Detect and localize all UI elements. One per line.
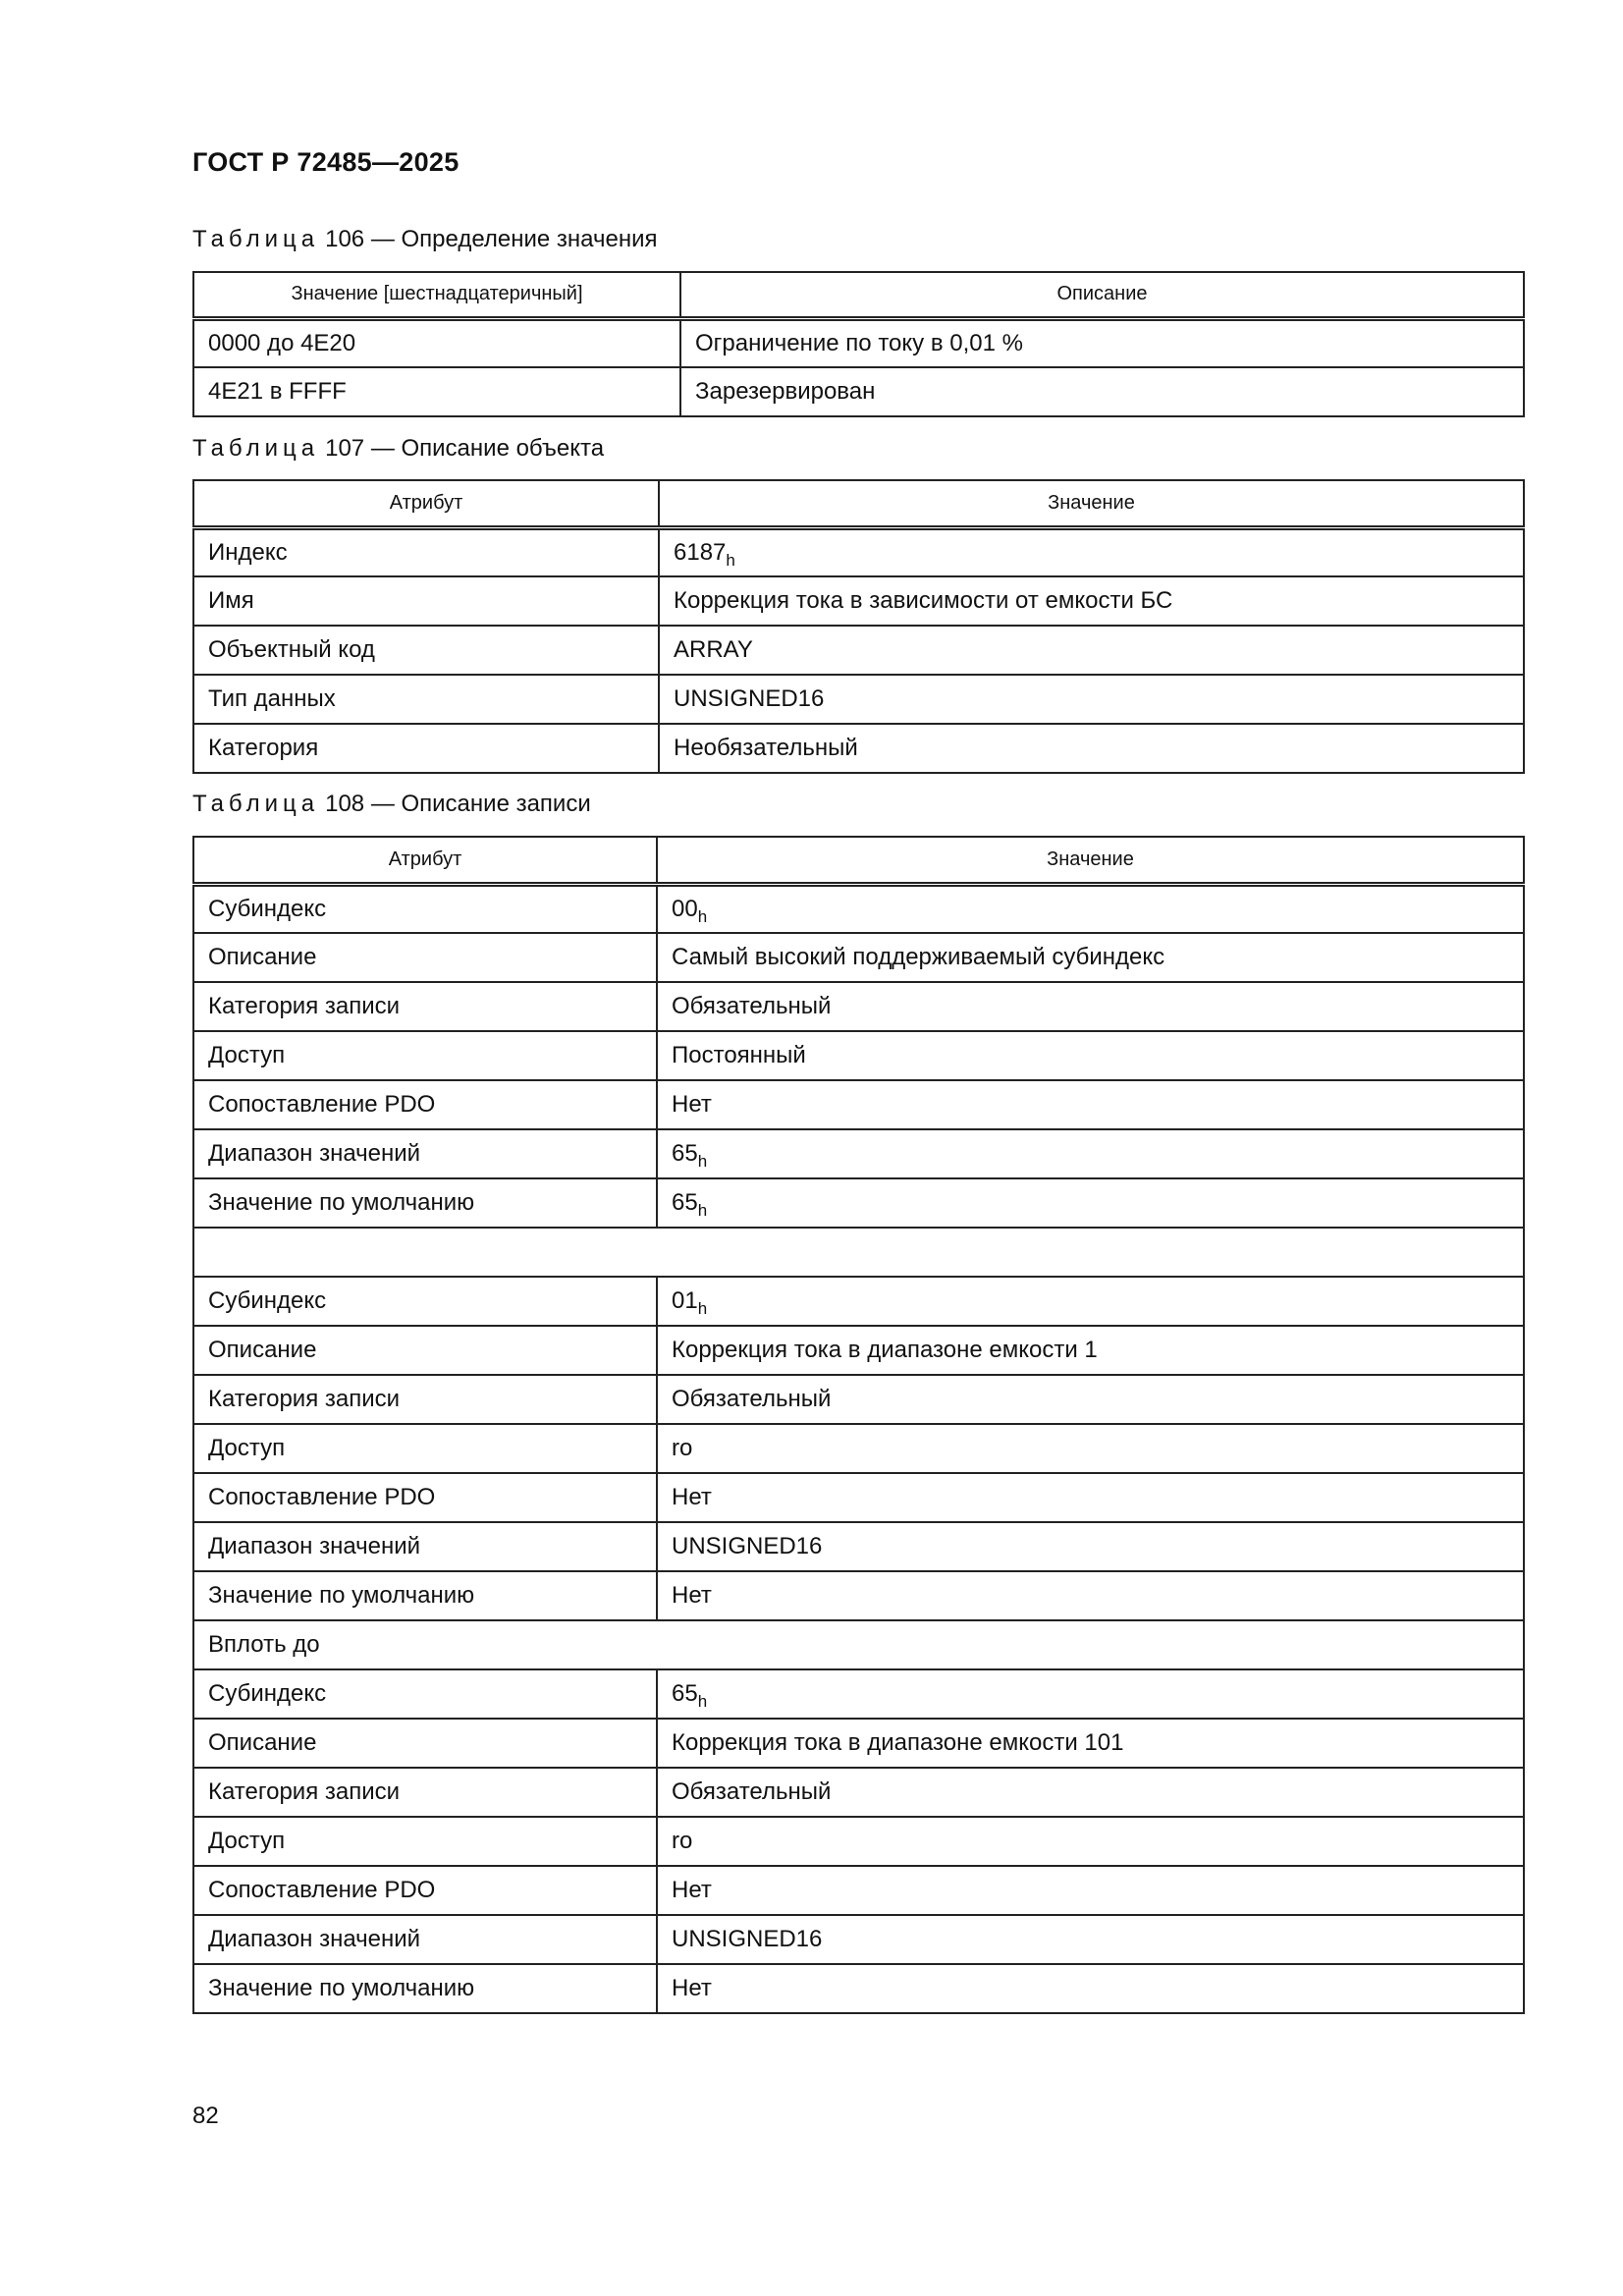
value-text: 65 — [672, 1189, 698, 1216]
value-cell — [657, 1817, 1524, 1866]
value-cell — [657, 1129, 1524, 1178]
caption-word: Таблица — [192, 791, 320, 817]
caption-word: Таблица — [192, 226, 320, 252]
table-row — [193, 1669, 1524, 1719]
table-cell: Зарезервирован — [680, 367, 1524, 416]
value-text: 65 — [672, 1680, 698, 1707]
value-cell — [657, 1326, 1524, 1375]
value-text: ARRAY — [674, 636, 753, 663]
value-text: Коррекция тока в зависимости от емкости БС — [674, 587, 1173, 614]
table-row — [193, 626, 1524, 675]
value-text: UNSIGNED16 — [672, 1533, 823, 1559]
attribute-cell: Категория записи — [193, 982, 657, 1031]
value-cell — [657, 933, 1524, 982]
attribute-cell: Субиндекс — [193, 1277, 657, 1326]
table-row — [193, 982, 1524, 1031]
value-cell — [657, 1522, 1524, 1571]
document-header: ГОСТ Р 72485—2025 — [192, 147, 460, 177]
attribute-cell: Субиндекс — [193, 884, 657, 933]
value-cell — [657, 1866, 1524, 1915]
table-row — [193, 1129, 1524, 1178]
table-row — [193, 1277, 1524, 1326]
attribute-cell: Категория записи — [193, 1768, 657, 1817]
value-cell — [657, 1080, 1524, 1129]
attribute-cell: Доступ — [193, 1817, 657, 1866]
value-cell — [657, 1768, 1524, 1817]
value-text: Коррекция тока в диапазоне емкости 101 — [672, 1729, 1124, 1756]
column-header: Значение — [657, 837, 1524, 884]
value-cell — [657, 884, 1524, 933]
value-cell — [657, 1719, 1524, 1768]
table-row — [193, 1964, 1524, 2013]
table-108-caption — [192, 791, 591, 818]
attribute-cell: Индекс — [193, 527, 659, 576]
value-text: Постоянный — [672, 1042, 806, 1068]
hex-subscript: h — [697, 1152, 708, 1171]
table-header-row — [193, 480, 1524, 527]
table-row — [193, 884, 1524, 933]
table-row — [193, 1031, 1524, 1080]
table-row — [193, 1080, 1524, 1129]
value-cell — [659, 527, 1524, 576]
table-row — [193, 367, 1524, 416]
table-row — [193, 933, 1524, 982]
value-text: Нет — [672, 1091, 712, 1118]
hex-subscript: h — [697, 1299, 708, 1318]
value-text: Самый высокий поддерживаемый субиндекс — [672, 944, 1165, 970]
table-106 — [192, 271, 1525, 417]
attribute-cell: Значение по умолчанию — [193, 1964, 657, 2013]
table-header-row — [193, 837, 1524, 884]
table-row — [193, 1522, 1524, 1571]
column-header: Значение [шестнадцатеричный] — [193, 272, 680, 318]
value-text: 6187 — [674, 538, 727, 566]
value-text: Обязательный — [672, 1778, 832, 1805]
value-text: Обязательный — [672, 993, 832, 1019]
value-cell — [657, 1669, 1524, 1719]
attribute-cell: Категория записи — [193, 1375, 657, 1424]
attribute-cell: Описание — [193, 1719, 657, 1768]
attribute-cell: Диапазон значений — [193, 1129, 657, 1178]
value-text: Нет — [672, 1582, 712, 1609]
attribute-cell: Сопоставление PDO — [193, 1473, 657, 1522]
table-cell: 4E21 в FFFF — [193, 367, 680, 416]
value-text: 01 — [672, 1287, 698, 1314]
table-107-caption — [192, 435, 604, 463]
value-text: ro — [672, 1828, 693, 1854]
value-text: Нет — [672, 1484, 712, 1510]
value-text: 00 — [672, 895, 698, 922]
table-row — [193, 1768, 1524, 1817]
attribute-cell: Имя — [193, 576, 659, 626]
value-cell — [659, 675, 1524, 724]
table-row — [193, 675, 1524, 724]
table-108-spacer — [193, 1228, 1524, 1277]
value-text: Обязательный — [672, 1386, 832, 1412]
value-text: ro — [672, 1435, 693, 1461]
table-cell: 0000 до 4E20 — [193, 318, 680, 367]
spacer-row — [193, 1228, 1524, 1277]
table-row — [193, 1571, 1524, 1620]
table-row — [193, 1178, 1524, 1228]
table-row — [193, 1473, 1524, 1522]
caption-text: 107 — Описание объекта — [325, 435, 605, 462]
table-row — [193, 1424, 1524, 1473]
table-108-block-2 — [193, 1277, 1524, 1620]
hex-subscript: h — [697, 1692, 708, 1711]
hex-subscript: h — [697, 1201, 708, 1220]
table-row — [193, 724, 1524, 773]
table-108-block-1 — [193, 884, 1524, 1228]
value-cell — [659, 724, 1524, 773]
attribute-cell: Описание — [193, 933, 657, 982]
table-row — [193, 527, 1524, 576]
attribute-cell: Тип данных — [193, 675, 659, 724]
attribute-cell: Значение по умолчанию — [193, 1178, 657, 1228]
attribute-cell: Объектный код — [193, 626, 659, 675]
value-cell — [659, 626, 1524, 675]
span-cell: Вплоть до — [193, 1620, 1524, 1669]
value-cell — [657, 1473, 1524, 1522]
attribute-cell: Диапазон значений — [193, 1915, 657, 1964]
table-row — [193, 1866, 1524, 1915]
attribute-cell: Категория — [193, 724, 659, 773]
value-cell — [657, 1178, 1524, 1228]
attribute-cell: Сопоставление PDO — [193, 1080, 657, 1129]
table-header-row — [193, 272, 1524, 318]
table-107 — [192, 479, 1525, 774]
table-row — [193, 318, 1524, 367]
value-cell — [659, 576, 1524, 626]
value-cell — [657, 1375, 1524, 1424]
caption-text: 108 — Описание записи — [325, 791, 591, 817]
column-header: Атрибут — [193, 480, 659, 527]
value-text: Нет — [672, 1975, 712, 2001]
attribute-cell: Сопоставление PDO — [193, 1866, 657, 1915]
table-row — [193, 1915, 1524, 1964]
column-header: Атрибут — [193, 837, 657, 884]
caption-word: Таблица — [192, 435, 320, 462]
value-cell — [657, 1031, 1524, 1080]
table-106-caption — [192, 226, 658, 253]
value-text: Необязательный — [674, 735, 858, 761]
table-108 — [192, 836, 1525, 2014]
value-cell — [657, 1424, 1524, 1473]
attribute-cell: Диапазон значений — [193, 1522, 657, 1571]
value-text: Коррекция тока в диапазоне емкости 1 — [672, 1337, 1098, 1363]
value-text: Нет — [672, 1877, 712, 1903]
page-number: 82 — [192, 2103, 219, 2129]
value-cell — [657, 1915, 1524, 1964]
value-text: 65 — [672, 1140, 698, 1167]
column-header: Описание — [680, 272, 1524, 318]
attribute-cell: Описание — [193, 1326, 657, 1375]
table-108-block-3 — [193, 1669, 1524, 2013]
table-row — [193, 1326, 1524, 1375]
value-cell — [657, 1277, 1524, 1326]
attribute-cell: Значение по умолчанию — [193, 1571, 657, 1620]
attribute-cell: Доступ — [193, 1424, 657, 1473]
span-row — [193, 1620, 1524, 1669]
caption-text: 106 — Определение значения — [325, 226, 658, 252]
attribute-cell: Субиндекс — [193, 1669, 657, 1719]
table-107-body — [193, 527, 1524, 773]
hex-subscript: h — [726, 550, 735, 570]
table-row — [193, 576, 1524, 626]
table-row — [193, 1719, 1524, 1768]
value-cell — [657, 1964, 1524, 2013]
value-text: UNSIGNED16 — [672, 1926, 823, 1952]
spacer-cell — [193, 1228, 1524, 1277]
table-row — [193, 1375, 1524, 1424]
table-108-span — [193, 1620, 1524, 1669]
value-text: UNSIGNED16 — [674, 685, 825, 712]
table-row — [193, 1817, 1524, 1866]
value-cell — [657, 982, 1524, 1031]
column-header: Значение — [659, 480, 1524, 527]
value-cell — [657, 1571, 1524, 1620]
table-cell: Ограничение по току в 0,01 % — [680, 318, 1524, 367]
attribute-cell: Доступ — [193, 1031, 657, 1080]
hex-subscript: h — [697, 906, 708, 926]
